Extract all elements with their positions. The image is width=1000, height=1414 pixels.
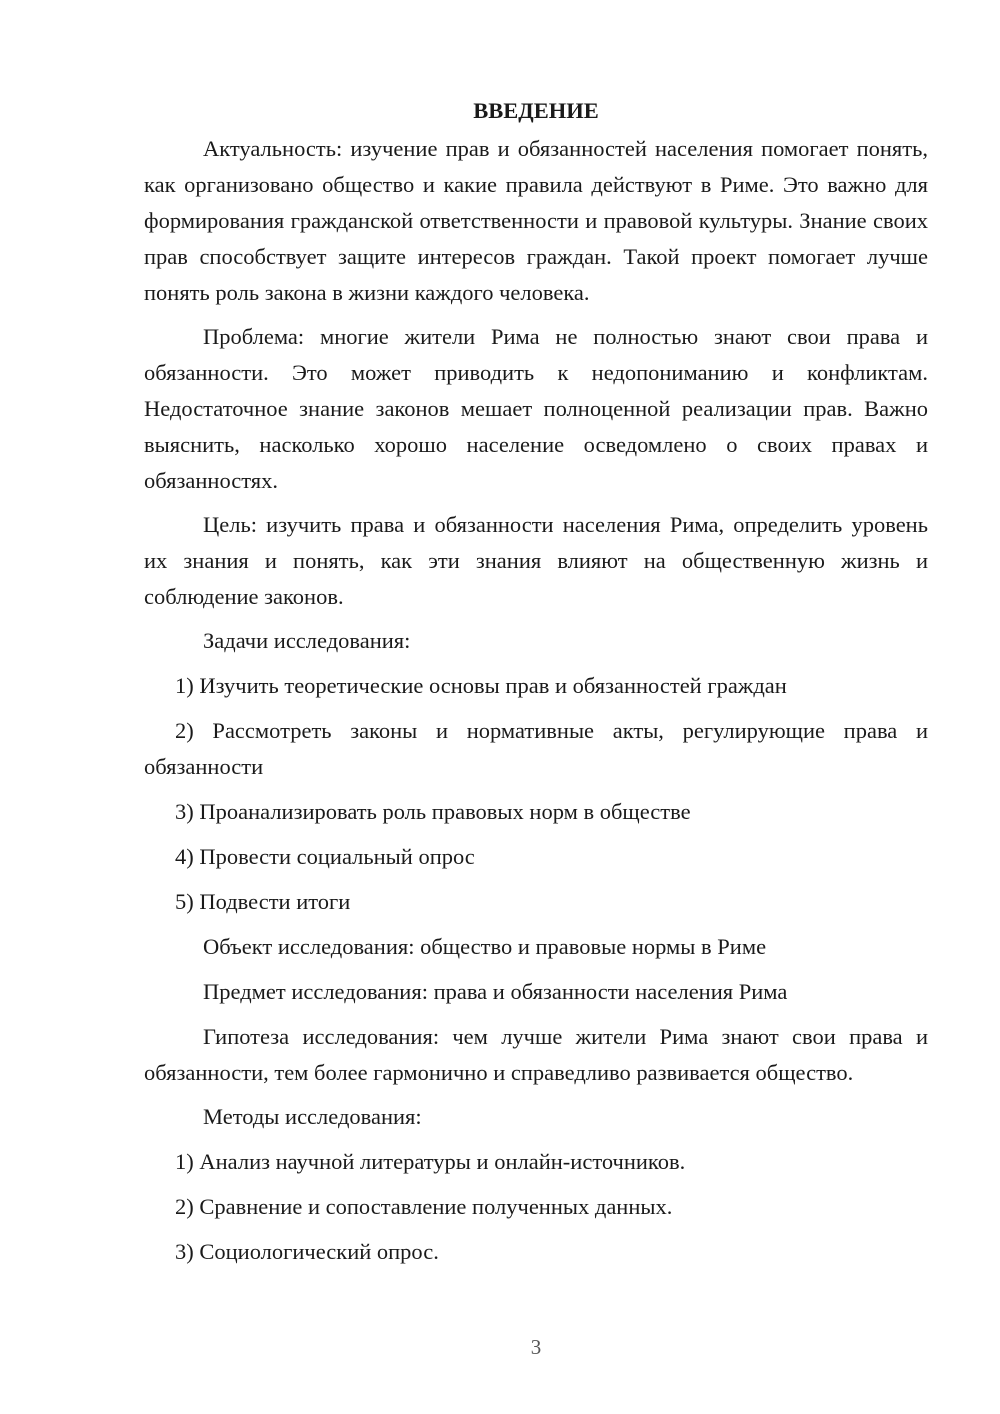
page-content bbox=[144, 93, 928, 1279]
research-subject: Предмет исследования: права и обязанности населения Рима bbox=[203, 979, 788, 1004]
page-number: 3 bbox=[530, 1335, 542, 1359]
method-item-3: 3) Социологический опрос. bbox=[175, 1239, 439, 1264]
task-item-4: 4) Провести социальный опрос bbox=[175, 844, 475, 869]
task-item-3: 3) Проанализировать роль правовых норм в обществе bbox=[175, 799, 691, 824]
relevance-paragraph: Актуальность: изучение прав и обязанностей населения помогает понять, как организовано общество и какие правила действуют в Риме. Это важно для формирования гражданской ответственности и правовой культуры. Знание своих прав способствует защите интересов граждан. Такой проект помогает лучше понять роль закона в жизни каждого человека. bbox=[144, 136, 928, 305]
research-object: Объект исследования: общество и правовые нормы в Риме bbox=[203, 934, 767, 959]
page-title: ВВЕДЕНИЕ bbox=[473, 98, 599, 123]
problem-paragraph: Проблема: многие жители Рима не полностью знают свои права и обязанности. Это может приводить к недопониманию и конфликтам. Недостаточное знание законов мешает полноценной реализации прав. Важно выяснить, насколько хорошо население осведомлено о своих правах и обязанностях. bbox=[144, 324, 928, 493]
method-item-2: 2) Сравнение и сопоставление полученных данных. bbox=[175, 1194, 673, 1219]
task-item-1: 1) Изучить теоретические основы прав и обязанностей граждан bbox=[175, 673, 787, 698]
task-item-2: 2) Рассмотреть законы и нормативные акты, регулирующие права и обязанности bbox=[144, 718, 928, 779]
tasks-heading: Задачи исследования: bbox=[203, 628, 411, 653]
method-item-1: 1) Анализ научной литературы и онлайн-источников. bbox=[175, 1149, 686, 1174]
goal-paragraph: Цель: изучить права и обязанности населения Рима, определить уровень их знания и понять, как эти знания влияют на общественную жизнь и соблюдение законов. bbox=[144, 512, 928, 609]
research-hypothesis: Гипотеза исследования: чем лучше жители Рима знают свои права и обязанности, тем более гармонично и справедливо развивается общество. bbox=[144, 1024, 928, 1085]
task-item-5: 5) Подвести итоги bbox=[175, 889, 351, 914]
methods-heading: Методы исследования: bbox=[203, 1104, 422, 1129]
